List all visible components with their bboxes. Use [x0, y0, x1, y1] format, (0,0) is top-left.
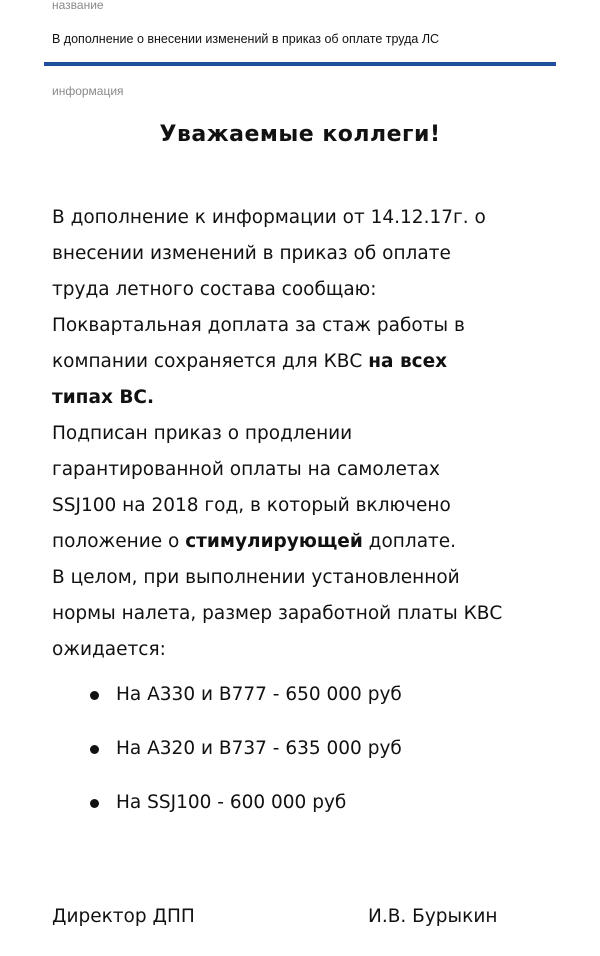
- signature-name: И.В. Бурыкин: [368, 906, 498, 927]
- emphasis-text: стимулирующей: [185, 531, 363, 552]
- salary-item: [52, 731, 402, 785]
- emphasis-text: типах ВС.: [52, 387, 155, 408]
- body-line: [52, 524, 572, 560]
- body-line: гарантированной оплаты на самолетах: [52, 459, 440, 480]
- salary-item-text: На А330 и В777 - 650 000 руб: [116, 684, 402, 705]
- salary-item-text: На SSJ100 - 600 000 руб: [116, 792, 347, 813]
- body-line: нормы налета, размер заработной платы КВС: [52, 603, 503, 624]
- body-text-segment: компании сохраняется для КВС: [52, 351, 369, 372]
- salary-list: [52, 677, 402, 839]
- body-line: труда летного состава сообщаю:: [52, 279, 377, 300]
- body-text-segment: положение о: [52, 531, 186, 552]
- body-line: ожидается:: [52, 639, 166, 660]
- emphasis-text: на всех: [368, 351, 448, 372]
- message-body: [52, 200, 572, 668]
- info-label: информация: [52, 84, 124, 98]
- salary-item: [52, 677, 402, 731]
- bullet-icon: [90, 691, 99, 700]
- body-line: Поквартальная доплата за стаж работы в: [52, 315, 465, 336]
- body-text-segment: доплате.: [362, 531, 457, 552]
- salary-item: [52, 785, 402, 839]
- body-line: [52, 380, 572, 416]
- body-line: внесении изменений в приказ об оплате: [52, 243, 451, 264]
- body-line: [52, 344, 572, 380]
- header-label: название: [52, 0, 104, 12]
- bullet-icon: [90, 745, 99, 754]
- body-line: Подписан приказ о продлении: [52, 423, 353, 444]
- body-line: SSJ100 на 2018 год, в который включено: [52, 495, 451, 516]
- document-title: В дополнение о внесении изменений в приказ об оплате труда ЛС: [52, 32, 440, 46]
- body-line: В дополнение к информации от 14.12.17г. о: [52, 207, 486, 228]
- salary-item-text: На А320 и В737 - 635 000 руб: [116, 738, 402, 759]
- signature-role: Директор ДПП: [52, 906, 195, 927]
- header-divider: [44, 62, 556, 66]
- greeting-heading: Уважаемые коллеги!: [159, 122, 441, 147]
- bullet-icon: [90, 799, 99, 808]
- body-line: В целом, при выполнении установленной: [52, 567, 460, 588]
